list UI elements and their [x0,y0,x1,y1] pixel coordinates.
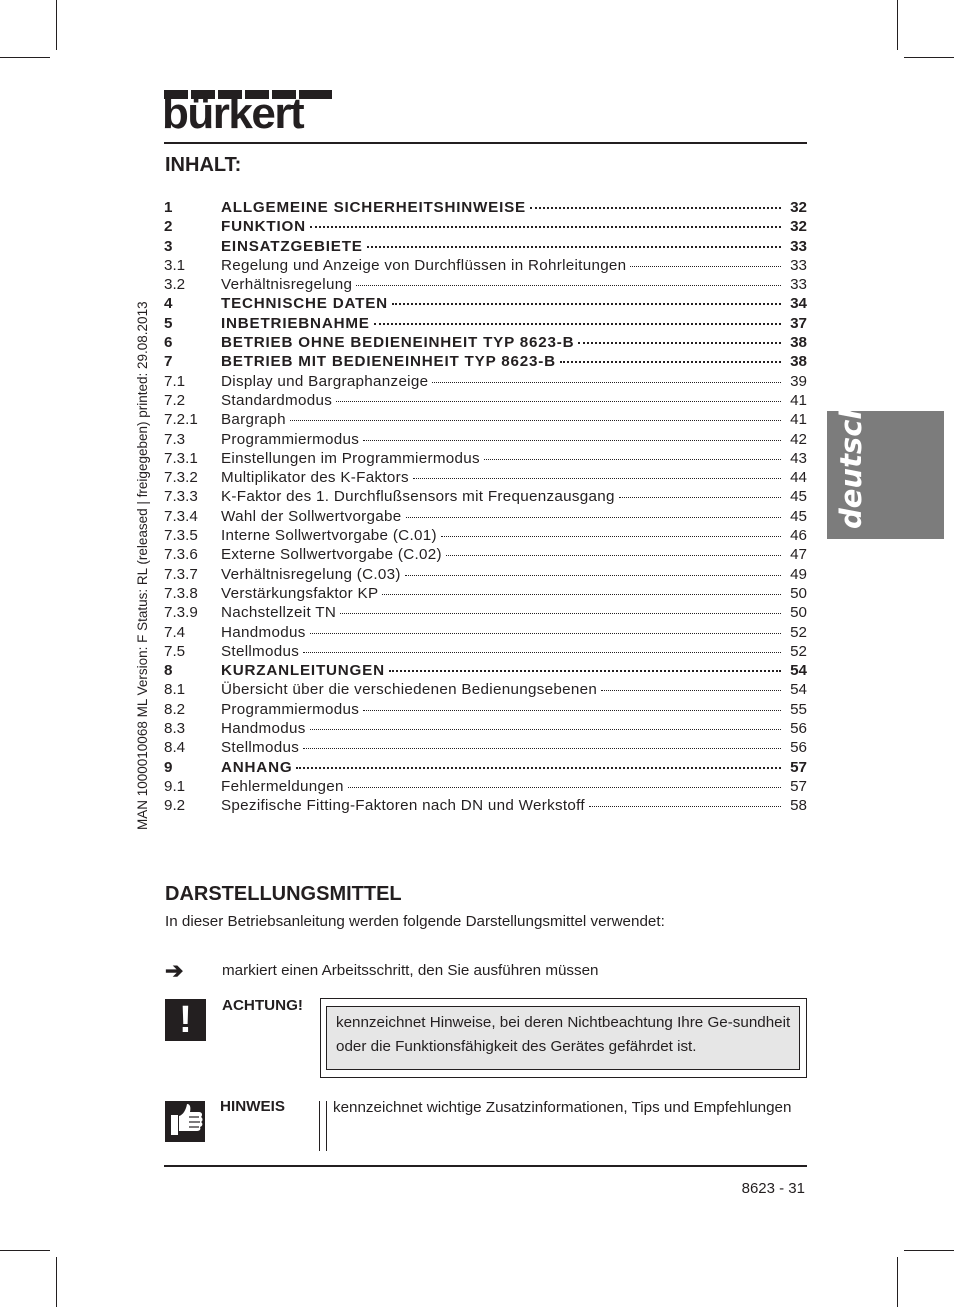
warning-label: ACHTUNG! [222,997,303,1014]
toc-leader-dots [530,207,781,209]
language-tab [827,398,944,539]
toc-entry-page: 50 [790,584,807,602]
toc-leader-dots [589,806,781,807]
warning-text: kennzeichnet Hinweise, bei deren Nichtbeachtung Ihre Ge-sundheit oder die Funktionsfähigkeit des Gerätes gefährdet ist. [336,1014,791,1055]
hint-bars [319,1101,327,1151]
toc-leader-dots [619,497,781,498]
toc-entry [164,701,807,720]
symbols-heading: DARSTELLUNGSMITTEL [165,883,402,905]
toc-leader-dots [406,517,781,518]
toc-entry-title: Verstärkungsfaktor KP [221,584,379,602]
toc-entry-page: 56 [790,720,807,738]
toc-entry-page: 41 [790,391,807,409]
toc-leader-dots [374,323,781,325]
toc-entry-number: 7.3.3 [164,488,198,506]
side-metadata: MAN 1000010068 ML Version: F Status: RL (released | freigegeben) printed: 29.08.2013 [135,301,150,830]
toc-entry-number: 9.1 [164,777,186,795]
toc-leader-dots [392,303,781,305]
toc-entry [164,662,807,681]
toc-entry-page: 46 [790,527,807,545]
toc-leader-dots [367,246,781,248]
toc-entry-number: 7.3.8 [164,584,198,602]
toc-entry-title: Interne Sollwertvorgabe (C.01) [221,527,437,545]
toc-entry-title: EINSATZGEBIETE [221,237,363,255]
toc-leader-dots [348,787,781,788]
toc-entry [164,276,807,295]
toc-leader-dots [432,382,781,383]
toc-entry-page: 44 [790,469,807,487]
crop-mark [897,0,898,50]
toc-entry-title: Multiplikator des K-Faktors [221,469,409,487]
toc-leader-dots [336,401,781,402]
toc-entry-title: Spezifische Fitting-Faktoren nach DN und Werkstoff [221,797,585,815]
toc-entry [164,315,807,334]
toc-entry [164,720,807,739]
crop-mark [0,1250,50,1251]
toc-entry-title: TECHNISCHE DATEN [221,295,388,313]
toc-entry-page: 32 [790,199,807,216]
toc-entry-page: 47 [790,546,807,564]
arrow-icon: ➔ [165,958,184,983]
toc-entry-title: Fehlermeldungen [221,777,344,795]
toc-entry [164,566,807,585]
burkert-logo [164,90,334,138]
toc-entry-number: 5 [164,314,173,332]
warning-icon [165,999,206,1041]
toc-entry-page: 34 [790,295,807,313]
toc-entry-title: Bargraph [221,411,286,429]
toc-entry-number: 9.2 [164,797,186,815]
toc-entry-number: 7.3 [164,430,186,448]
toc-entry-number: 3.2 [164,276,186,294]
toc-entry [164,469,807,488]
toc-entry-title: Handmodus [221,720,306,738]
toc-leader-dots [630,266,781,267]
toc-entry-page: 56 [790,739,807,757]
toc-entry-title: Display und Bargraphanzeige [221,372,429,390]
toc-entry-number: 8.4 [164,739,186,757]
toc-entry-page: 49 [790,565,807,583]
toc-entry-title: Stellmodus [221,739,300,757]
toc-entry-title: Regelung und Anzeige von Durchflüssen in Rohrleitungen [221,256,627,274]
toc-entry-page: 54 [790,662,807,680]
toc-entry-title: INBETRIEBNAHME [221,314,370,332]
toc-entry [164,604,807,623]
toc-entry-title: ALLGEMEINE SICHERHEITSHINWEISE [221,199,526,216]
toc-leader-dots [560,361,781,363]
toc-leader-dots [303,652,781,653]
toc-entry-number: 6 [164,334,173,352]
toc-entry-number: 7.2.1 [164,411,198,429]
logo-wordmark: bürkert [162,89,304,138]
toc-entry [164,508,807,527]
toc-entry-number: 8.3 [164,720,186,738]
toc-entry [164,373,807,392]
exclamation-glyph: ! [179,999,192,1041]
toc-entry [164,411,807,430]
toc-leader-dots [363,440,781,441]
toc-entry [164,334,807,353]
toc-entry-number: 7.3.6 [164,546,198,564]
toc-entry-number: 4 [164,295,173,313]
language-tab-label: deutsch [834,398,868,529]
crop-mark [0,57,50,58]
toc-entry [164,797,807,816]
toc-entry [164,431,807,450]
toc-entry [164,199,807,218]
toc-entry [164,392,807,411]
toc-entry-number: 9 [164,758,173,776]
page-number: 8623 - 31 [741,1180,805,1197]
toc-entry-page: 37 [790,314,807,332]
toc-leader-dots [356,285,781,286]
toc-leader-dots [389,670,781,672]
toc-entry [164,585,807,604]
toc-entry-page: 52 [790,642,807,660]
toc-entry-page: 39 [790,372,807,390]
footer-rule [164,1165,807,1167]
hint-hand-icon [165,1101,205,1142]
toc-entry-title: Einstellungen im Programmiermodus [221,449,480,467]
toc-leader-dots [441,536,781,537]
hint-label: HINWEIS [220,1098,285,1115]
toc-entry-page: 33 [790,256,807,274]
toc-entry [164,488,807,507]
toc-entry [164,527,807,546]
table-of-contents [164,199,807,817]
toc-leader-dots [484,459,781,460]
toc-entry [164,450,807,469]
toc-entry [164,643,807,662]
toc-entry-title: Stellmodus [221,642,300,660]
toc-entry-number: 7.3.5 [164,527,198,545]
toc-entry-number: 7.2 [164,391,186,409]
toc-entry-title: K-Faktor des 1. Durchflußsensors mit Frequenzausgang [221,488,615,506]
toc-entry [164,295,807,314]
toc-entry-page: 33 [790,237,807,255]
toc-entry-number: 8 [164,662,173,680]
toc-entry-title: Nachstellzeit TN [221,604,337,622]
toc-entry [164,778,807,797]
toc-entry-number: 7.1 [164,372,186,390]
toc-leader-dots [363,710,781,711]
toc-entry-page: 42 [790,430,807,448]
toc-entry-title: Verhältnisregelung [221,276,353,294]
toc-entry-number: 7.3.9 [164,604,198,622]
toc-entry-page: 38 [790,334,807,352]
toc-entry [164,759,807,778]
toc-entry-title: ANHANG [221,758,293,776]
toc-entry [164,739,807,758]
toc-entry-number: 7.3.1 [164,449,198,467]
toc-entry-title: FUNKTION [221,218,306,236]
toc-entry-page: 32 [790,218,807,236]
toc-entry-title: Übersicht über die verschiedenen Bedienungsebenen [221,681,598,699]
toc-entry-page: 55 [790,700,807,718]
toc-entry-number: 3 [164,237,173,255]
toc-entry-page: 57 [790,777,807,795]
toc-entry-number: 1 [164,199,173,216]
toc-entry-number: 7.3.4 [164,507,198,525]
toc-entry-number: 7.4 [164,623,186,641]
toc-entry-number: 3.1 [164,256,186,274]
toc-entry-page: 58 [790,797,807,815]
toc-leader-dots [310,633,781,634]
toc-entry [164,681,807,700]
toc-entry-title: Programmiermodus [221,430,360,448]
toc-entry-page: 43 [790,449,807,467]
toc-entry-number: 8.2 [164,700,186,718]
toc-entry-page: 50 [790,604,807,622]
toc-entry-page: 52 [790,623,807,641]
toc-leader-dots [303,748,781,749]
toc-entry-page: 54 [790,681,807,699]
crop-mark [904,1250,954,1251]
toc-entry-page: 45 [790,507,807,525]
toc-entry-page: 45 [790,488,807,506]
toc-entry-number: 8.1 [164,681,186,699]
toc-leader-dots [382,594,781,595]
hint-text: kennzeichnet wichtige Zusatzinformationen, Tips und Empfehlungen [333,1099,792,1116]
crop-mark [56,1257,57,1307]
toc-entry-page: 38 [790,353,807,371]
toc-entry-number: 7.3.7 [164,565,198,583]
header-rule [164,142,807,144]
toc-entry-number: 2 [164,218,173,236]
toc-leader-dots [601,690,781,691]
toc-entry-title: Standardmodus [221,391,333,409]
toc-entry-number: 7 [164,353,173,371]
toc-leader-dots [340,613,781,614]
toc-leader-dots [578,342,781,344]
toc-entry [164,257,807,276]
toc-entry-title: Wahl der Sollwertvorgabe [221,507,402,525]
crop-mark [904,57,954,58]
toc-entry-number: 7.5 [164,642,186,660]
toc-entry-title: KURZANLEITUNGEN [221,662,385,680]
toc-entry-title: BETRIEB OHNE BEDIENEINHEIT TYP 8623-B [221,334,575,352]
toc-leader-dots [446,555,781,556]
toc-leader-dots [296,767,781,769]
toc-entry [164,353,807,372]
toc-entry-title: Externe Sollwertvorgabe (C.02) [221,546,442,564]
toc-entry-page: 57 [790,758,807,776]
toc-entry-title: Programmiermodus [221,700,360,718]
toc-leader-dots [310,729,781,730]
toc-entry [164,218,807,237]
toc-entry-page: 41 [790,411,807,429]
toc-entry-number: 7.3.2 [164,469,198,487]
toc-leader-dots [405,575,781,576]
toc-leader-dots [413,478,781,479]
toc-entry [164,238,807,257]
toc-entry-page: 33 [790,276,807,294]
arrow-description: markiert einen Arbeitsschritt, den Sie ausführen müssen [222,962,599,979]
crop-mark [897,1257,898,1307]
symbols-intro: In dieser Betriebsanleitung werden folgende Darstellungsmittel verwendet: [165,913,665,930]
toc-leader-dots [290,420,781,421]
toc-leader-dots [310,226,781,228]
toc-entry-title: Verhältnisregelung (C.03) [221,565,401,583]
toc-entry-title: Handmodus [221,623,306,641]
crop-mark [56,0,57,50]
toc-entry-title: BETRIEB MIT BEDIENEINHEIT TYP 8623-B [221,353,556,371]
toc-heading: INHALT: [165,154,242,176]
toc-entry [164,546,807,565]
toc-entry [164,624,807,643]
